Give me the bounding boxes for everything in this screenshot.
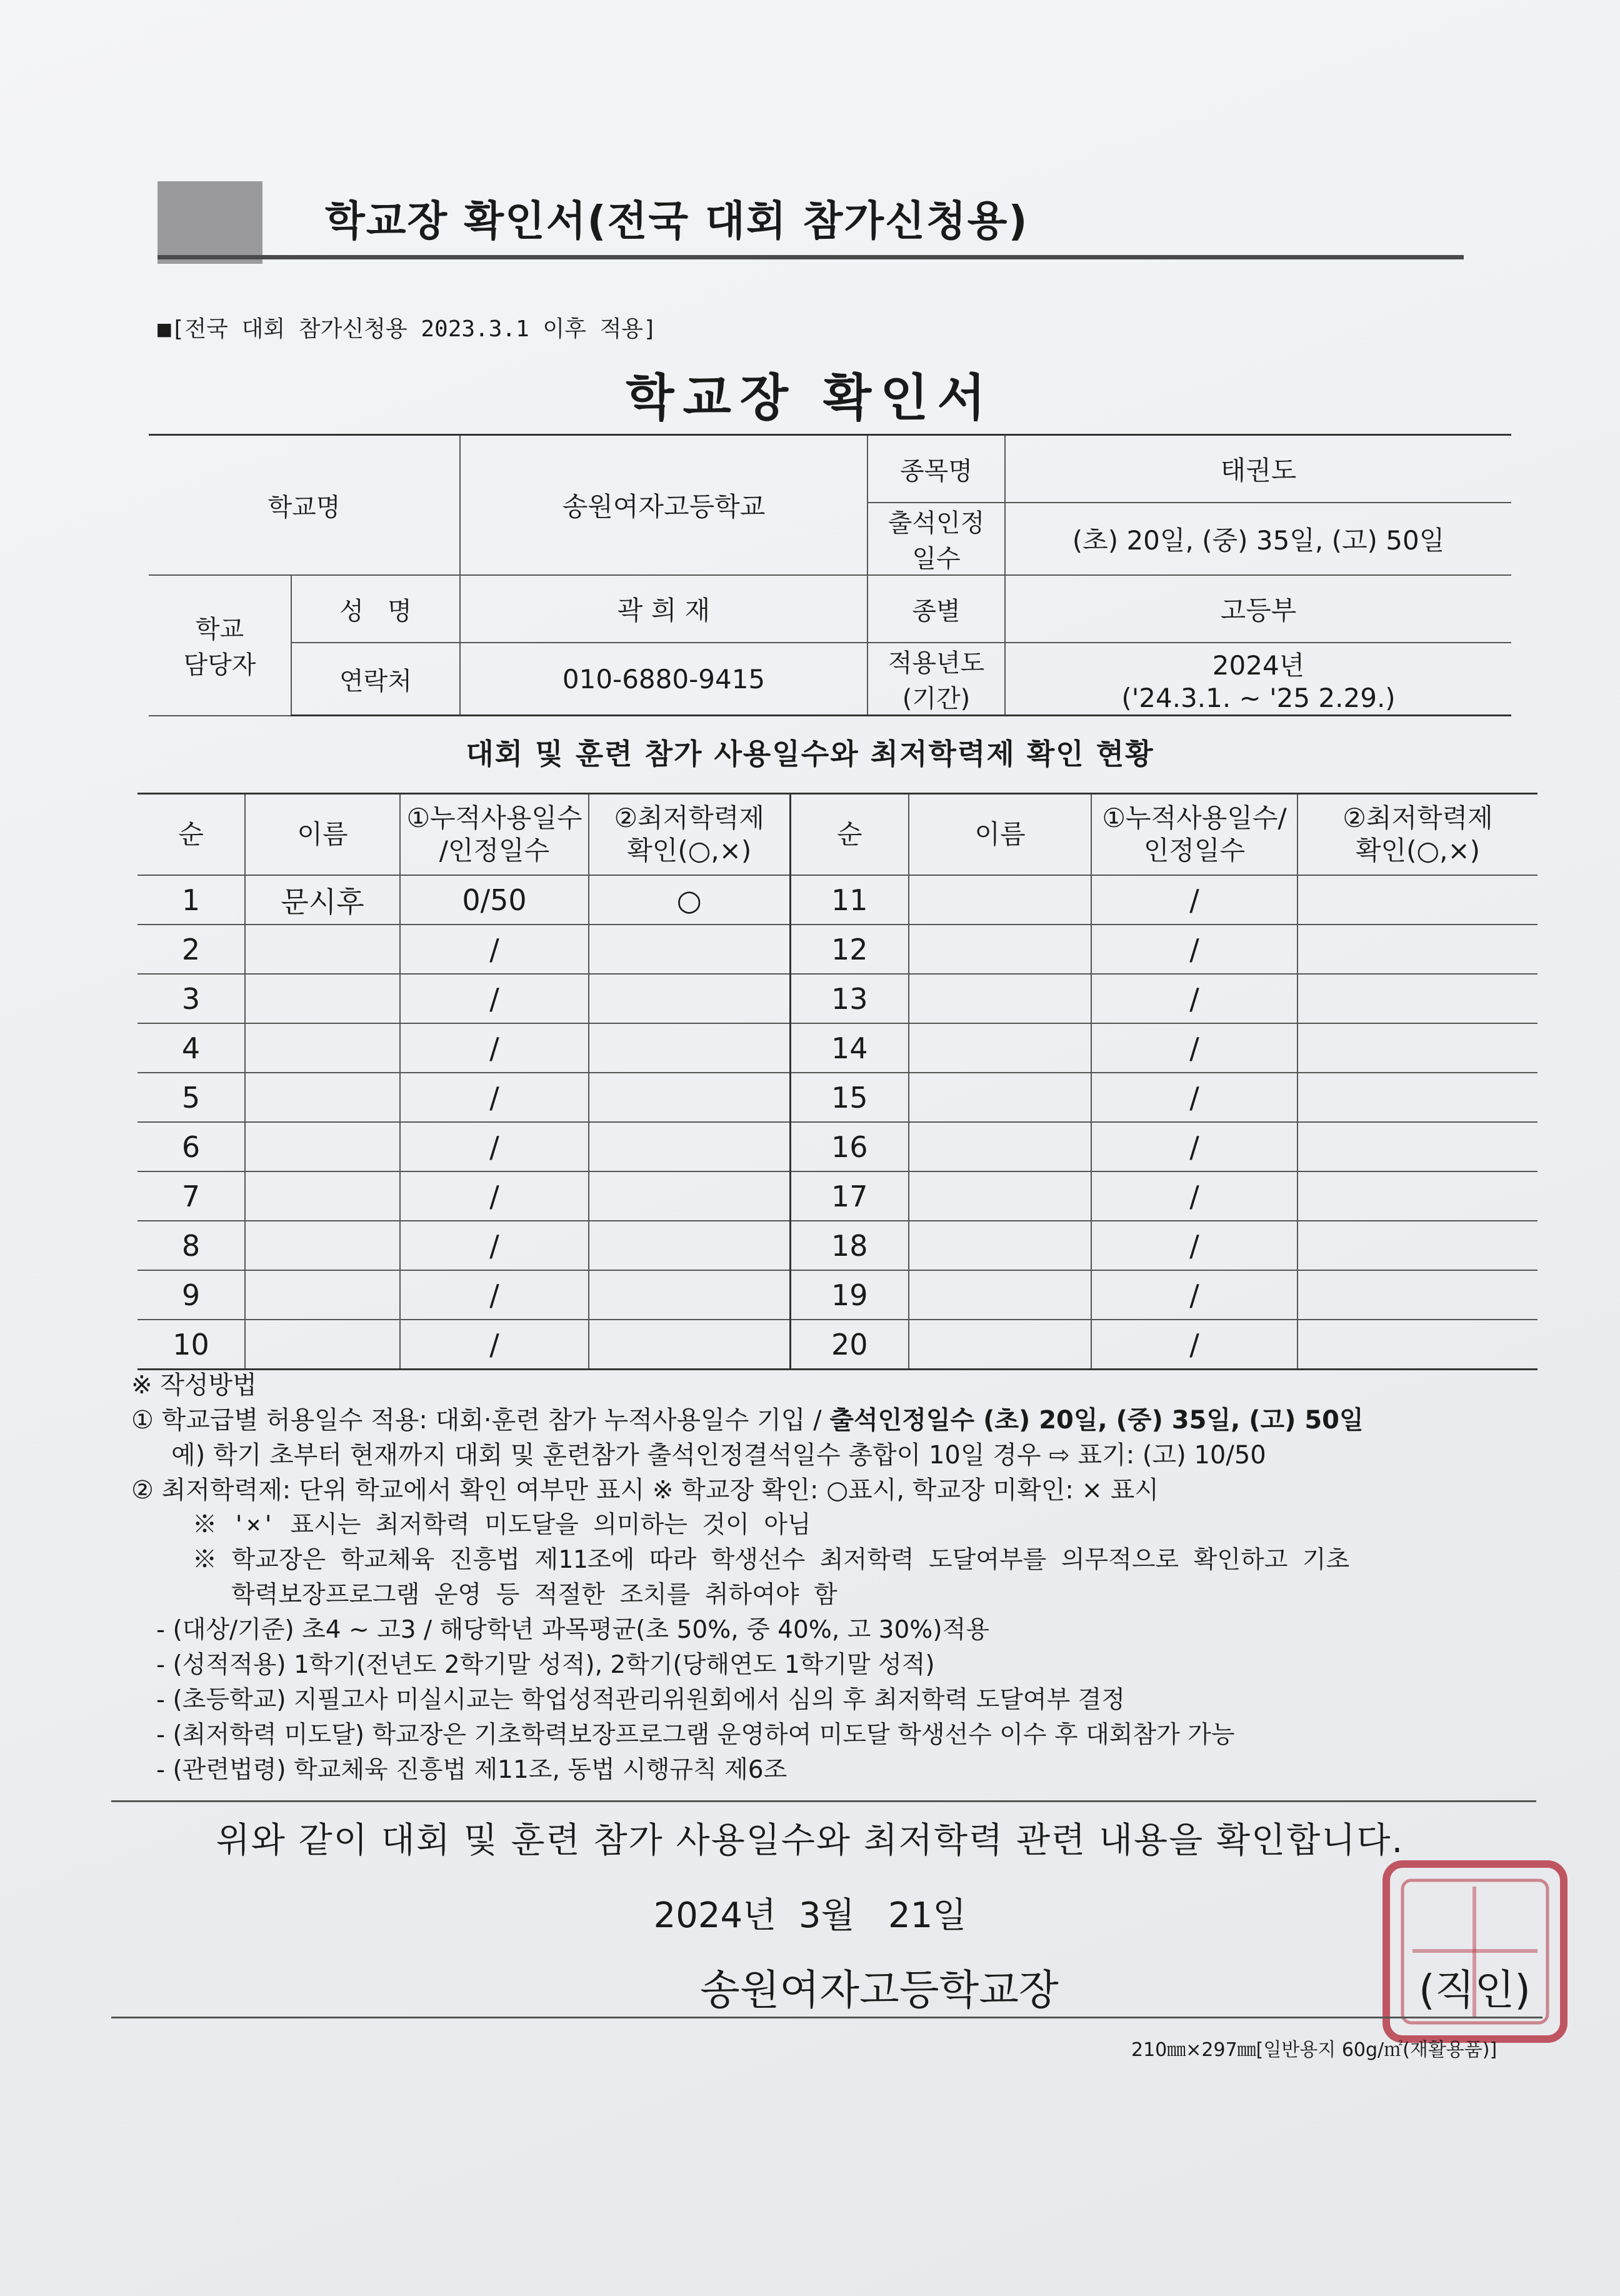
section-title: 대회 및 훈련 참가 사용일수와 최저학력제 확인 현황 [466, 737, 1154, 771]
table-row [138, 1122, 1538, 1171]
manager-label [149, 575, 291, 716]
header-days-right [1091, 794, 1298, 876]
instruction-note-2b: 학력보장프로그램 운영 등 적절한 조치를 취하여야 함 [231, 1581, 838, 1609]
table-row [138, 1171, 1538, 1221]
row-check-cell [589, 1073, 790, 1122]
row-days-right-cell: / [1091, 1171, 1298, 1221]
applicable-year: 2024년 [1212, 649, 1305, 681]
header-check-line2: 확인(○,×) [627, 835, 752, 866]
header-band [158, 181, 262, 264]
row-days-cell: / [400, 974, 589, 1023]
row-no-cell: 2 [138, 925, 245, 974]
row-name-cell [245, 1122, 400, 1171]
row-name-right-cell [909, 1320, 1091, 1370]
sport-value: 태권도 [1005, 435, 1511, 503]
row-check-cell [589, 974, 790, 1023]
row-check-right-cell [1298, 1122, 1538, 1171]
row-no-right-cell: 14 [790, 1023, 909, 1073]
division-label: 종별 [868, 575, 1005, 643]
contact-label: 연락처 [291, 643, 460, 716]
row-check-right-cell [1298, 1320, 1538, 1370]
header-days-line2: /인정일수 [439, 835, 550, 866]
header-no-right: 순 [790, 794, 909, 876]
row-check-right-cell [1298, 1270, 1538, 1320]
row-name-cell [245, 1023, 400, 1073]
instruction-item-1-emphasis: 출석인정일수 (초) 20일, (중) 35일, (고) 50일 [829, 1406, 1364, 1435]
table-row [138, 974, 1538, 1023]
attendance-days-label-line2: 일수 [912, 544, 961, 573]
row-name-right-cell [909, 1023, 1091, 1073]
row-days-cell: / [400, 1073, 589, 1122]
row-no-right-cell: 18 [790, 1221, 909, 1270]
instructions [131, 1368, 1544, 1788]
row-no-cell: 4 [138, 1023, 245, 1073]
manager-label-line1: 학교 [195, 615, 244, 644]
row-days-cell: 0/50 [400, 875, 589, 925]
table-row [138, 1221, 1538, 1270]
row-days-cell: / [400, 1171, 589, 1221]
header-rule [158, 255, 1464, 259]
table-row [138, 1270, 1538, 1320]
applicable-year-value [1005, 643, 1511, 716]
row-name-cell [245, 1221, 400, 1270]
row-days-right-cell: / [1091, 1073, 1298, 1122]
header-check-right-line2: 확인(○,×) [1355, 835, 1481, 866]
school-name-label: 학교명 [149, 435, 460, 576]
row-check-right-cell [1298, 875, 1538, 925]
row-no-cell: 8 [138, 1221, 245, 1270]
instruction-item-1-example: 예) 학기 초부터 현재까지 대회 및 훈련참가 출석인정결석일수 총합이 10일 경우 ⇨ 표기: (고) 10/50 [171, 1441, 1266, 1470]
paper-spec-footnote: 210㎜×297㎜[일반용지 60g/㎡(재활용품)] [1131, 2039, 1498, 2061]
instruction-dash-5: - (관련법령) 학교체육 진흥법 제11조, 동법 시행규칙 제6조 [156, 1756, 788, 1784]
contact-value: 010-6880-9415 [460, 643, 868, 716]
manager-name-label: 성 명 [291, 575, 460, 643]
row-no-cell: 1 [138, 875, 245, 925]
confirmation-statement: 위와 같이 대회 및 훈련 참가 사용일수와 최저학력 관련 내용을 확인합니다. [216, 1820, 1404, 1861]
row-name-right-cell [909, 974, 1091, 1023]
row-no-cell: 3 [138, 974, 245, 1023]
seal-label: (직인) [1419, 1966, 1531, 2014]
document-title: 학교장 확인서 [626, 369, 994, 427]
row-check-right-cell [1298, 1023, 1538, 1073]
row-days-right-cell: / [1091, 974, 1298, 1023]
row-no-right-cell: 17 [790, 1171, 909, 1221]
row-name-cell [245, 974, 400, 1023]
row-name-right-cell [909, 1221, 1091, 1270]
sport-label: 종목명 [868, 435, 1005, 503]
row-no-right-cell: 15 [790, 1073, 909, 1122]
header-name: 이름 [245, 794, 400, 876]
row-no-right-cell: 12 [790, 925, 909, 974]
row-days-cell: / [400, 1270, 589, 1320]
row-check-cell [589, 1171, 790, 1221]
issue-date: 2024년 3월 21일 [653, 1895, 967, 1936]
instructions-heading: ※ 작성방법 [131, 1371, 257, 1400]
row-days-right-cell: / [1091, 1023, 1298, 1073]
header-check-right-line1: ②최저학력제 [1342, 802, 1493, 833]
row-check-right-cell [1298, 1073, 1538, 1122]
row-name-cell [245, 1073, 400, 1122]
row-check-cell [589, 1221, 790, 1270]
row-days-cell: / [400, 925, 589, 974]
header-no: 순 [138, 794, 245, 876]
table-row [138, 925, 1538, 974]
row-days-cell: / [400, 1023, 589, 1073]
row-name-cell [245, 1270, 400, 1320]
row-days-right-cell: / [1091, 1122, 1298, 1171]
header-check-right [1298, 794, 1538, 876]
seal-divider [1412, 1949, 1538, 1953]
row-no-right-cell: 20 [790, 1320, 909, 1370]
instruction-dash-4: - (최저학력 미도달) 학교장은 기초학력보장프로그램 운영하여 미도달 학생선수 이수 후 대회참가 가능 [156, 1721, 1235, 1749]
row-no-cell: 6 [138, 1122, 245, 1171]
row-no-right-cell: 11 [790, 875, 909, 925]
row-no-cell: 7 [138, 1171, 245, 1221]
row-name-cell [245, 1320, 400, 1370]
row-no-cell: 9 [138, 1270, 245, 1320]
header-check [589, 794, 790, 876]
instruction-item-1-text: ① 학교급별 허용일수 적용: 대회·훈련 참가 누적사용일수 기입 / [131, 1406, 830, 1435]
table-row [138, 1320, 1538, 1370]
row-days-right-cell: / [1091, 925, 1298, 974]
principal-name: 송원여자고등학교장 [700, 1966, 1059, 2014]
row-check-cell: ○ [589, 875, 790, 925]
row-check-cell [589, 1122, 790, 1171]
row-name-right-cell [909, 1073, 1091, 1122]
applicability-note: ■[전국 대회 참가신청용 2023.3.1 이후 적용] [158, 316, 657, 342]
manager-label-line2: 담당자 [183, 651, 256, 680]
row-no-cell: 5 [138, 1073, 245, 1122]
row-name-cell: 문시후 [245, 875, 400, 925]
header-check-line1: ②최저학력제 [614, 802, 764, 833]
row-days-right-cell: / [1091, 1221, 1298, 1270]
row-name-right-cell [909, 1171, 1091, 1221]
header-days [400, 794, 589, 876]
row-days-right-cell: / [1091, 1320, 1298, 1370]
attendance-days-label [868, 503, 1005, 575]
attendance-days-label-line1: 출석인정 [888, 509, 985, 538]
header-days-right-line1: ①누적사용일수/ [1102, 802, 1287, 833]
table-row [138, 875, 1538, 925]
instructions-rule [111, 1800, 1536, 1802]
applicable-period: ('24.3.1. ~ '25 2.29.) [1121, 682, 1396, 713]
row-check-right-cell [1298, 974, 1538, 1023]
attendance-days-value: (초) 20일, (중) 35일, (고) 50일 [1005, 503, 1511, 575]
row-name-right-cell [909, 875, 1091, 925]
row-days-right-cell: / [1091, 1270, 1298, 1320]
row-name-right-cell [909, 925, 1091, 974]
row-check-cell [589, 1023, 790, 1073]
school-seal-stamp [1375, 1850, 1575, 2050]
bottom-rule [111, 2017, 1542, 2018]
row-name-right-cell [909, 1122, 1091, 1171]
instruction-dash-1: - (대상/기준) 초4 ~ 고3 / 해당학년 과목평균(초 50%, 중 40%, 고 30%)적용 [156, 1616, 989, 1644]
instruction-dash-3: - (초등학교) 지필고사 미실시교는 학업성적관리위원회에서 심의 후 최저학력 도달여부 결정 [156, 1686, 1126, 1714]
instruction-dash-2: - (성적적용) 1학기(전년도 2학기말 성적), 2학기(당해연도 1학기말 성적) [156, 1651, 935, 1679]
instruction-item-2: ② 최저학력제: 단위 학교에서 확인 여부만 표시 ※ 학교장 확인: ○표시, 학교장 미확인: × 표시 [131, 1476, 1159, 1505]
row-check-cell [589, 925, 790, 974]
table-row [138, 1023, 1538, 1073]
row-days-cell: / [400, 1320, 589, 1370]
row-check-right-cell [1298, 925, 1538, 974]
row-days-cell: / [400, 1122, 589, 1171]
row-name-cell [245, 925, 400, 974]
header-name-right: 이름 [909, 794, 1091, 876]
participation-table [138, 793, 1538, 1370]
row-no-right-cell: 13 [790, 974, 909, 1023]
table-header-row [138, 794, 1538, 876]
row-no-right-cell: 16 [790, 1122, 909, 1171]
manager-name-value: 곽 희 재 [460, 575, 868, 643]
applicable-year-label-line1: 적용년도 [888, 649, 985, 678]
instruction-note-1: ※ '×' 표시는 최저학력 미도달을 의미하는 것이 아님 [192, 1511, 811, 1539]
row-check-right-cell [1298, 1221, 1538, 1270]
row-days-right-cell: / [1091, 875, 1298, 925]
form-header-title: 학교장 확인서(전국 대회 참가신청용) [325, 197, 1029, 245]
table-row [138, 1073, 1538, 1122]
school-name-value: 송원여자고등학교 [460, 435, 868, 576]
row-check-cell [589, 1270, 790, 1320]
row-no-cell: 10 [138, 1320, 245, 1370]
row-no-right-cell: 19 [790, 1270, 909, 1320]
row-days-cell: / [400, 1221, 589, 1270]
row-check-cell [589, 1320, 790, 1370]
school-info-table [149, 434, 1511, 716]
instruction-item-1 [131, 1403, 1544, 1438]
applicable-year-label-line2: (기간) [902, 684, 971, 713]
header-days-right-line2: 인정일수 [1143, 835, 1246, 866]
row-name-cell [245, 1171, 400, 1221]
division-value: 고등부 [1005, 575, 1511, 643]
row-check-right-cell [1298, 1171, 1538, 1221]
instruction-note-2a: ※ 학교장은 학교체육 진흥법 제11조에 따라 학생선수 최저학력 도달여부를 의무적으로 확인하고 기초 [192, 1546, 1350, 1574]
header-days-line1: ①누적사용일수 [406, 802, 582, 833]
applicable-year-label [868, 643, 1005, 716]
row-name-right-cell [909, 1270, 1091, 1320]
